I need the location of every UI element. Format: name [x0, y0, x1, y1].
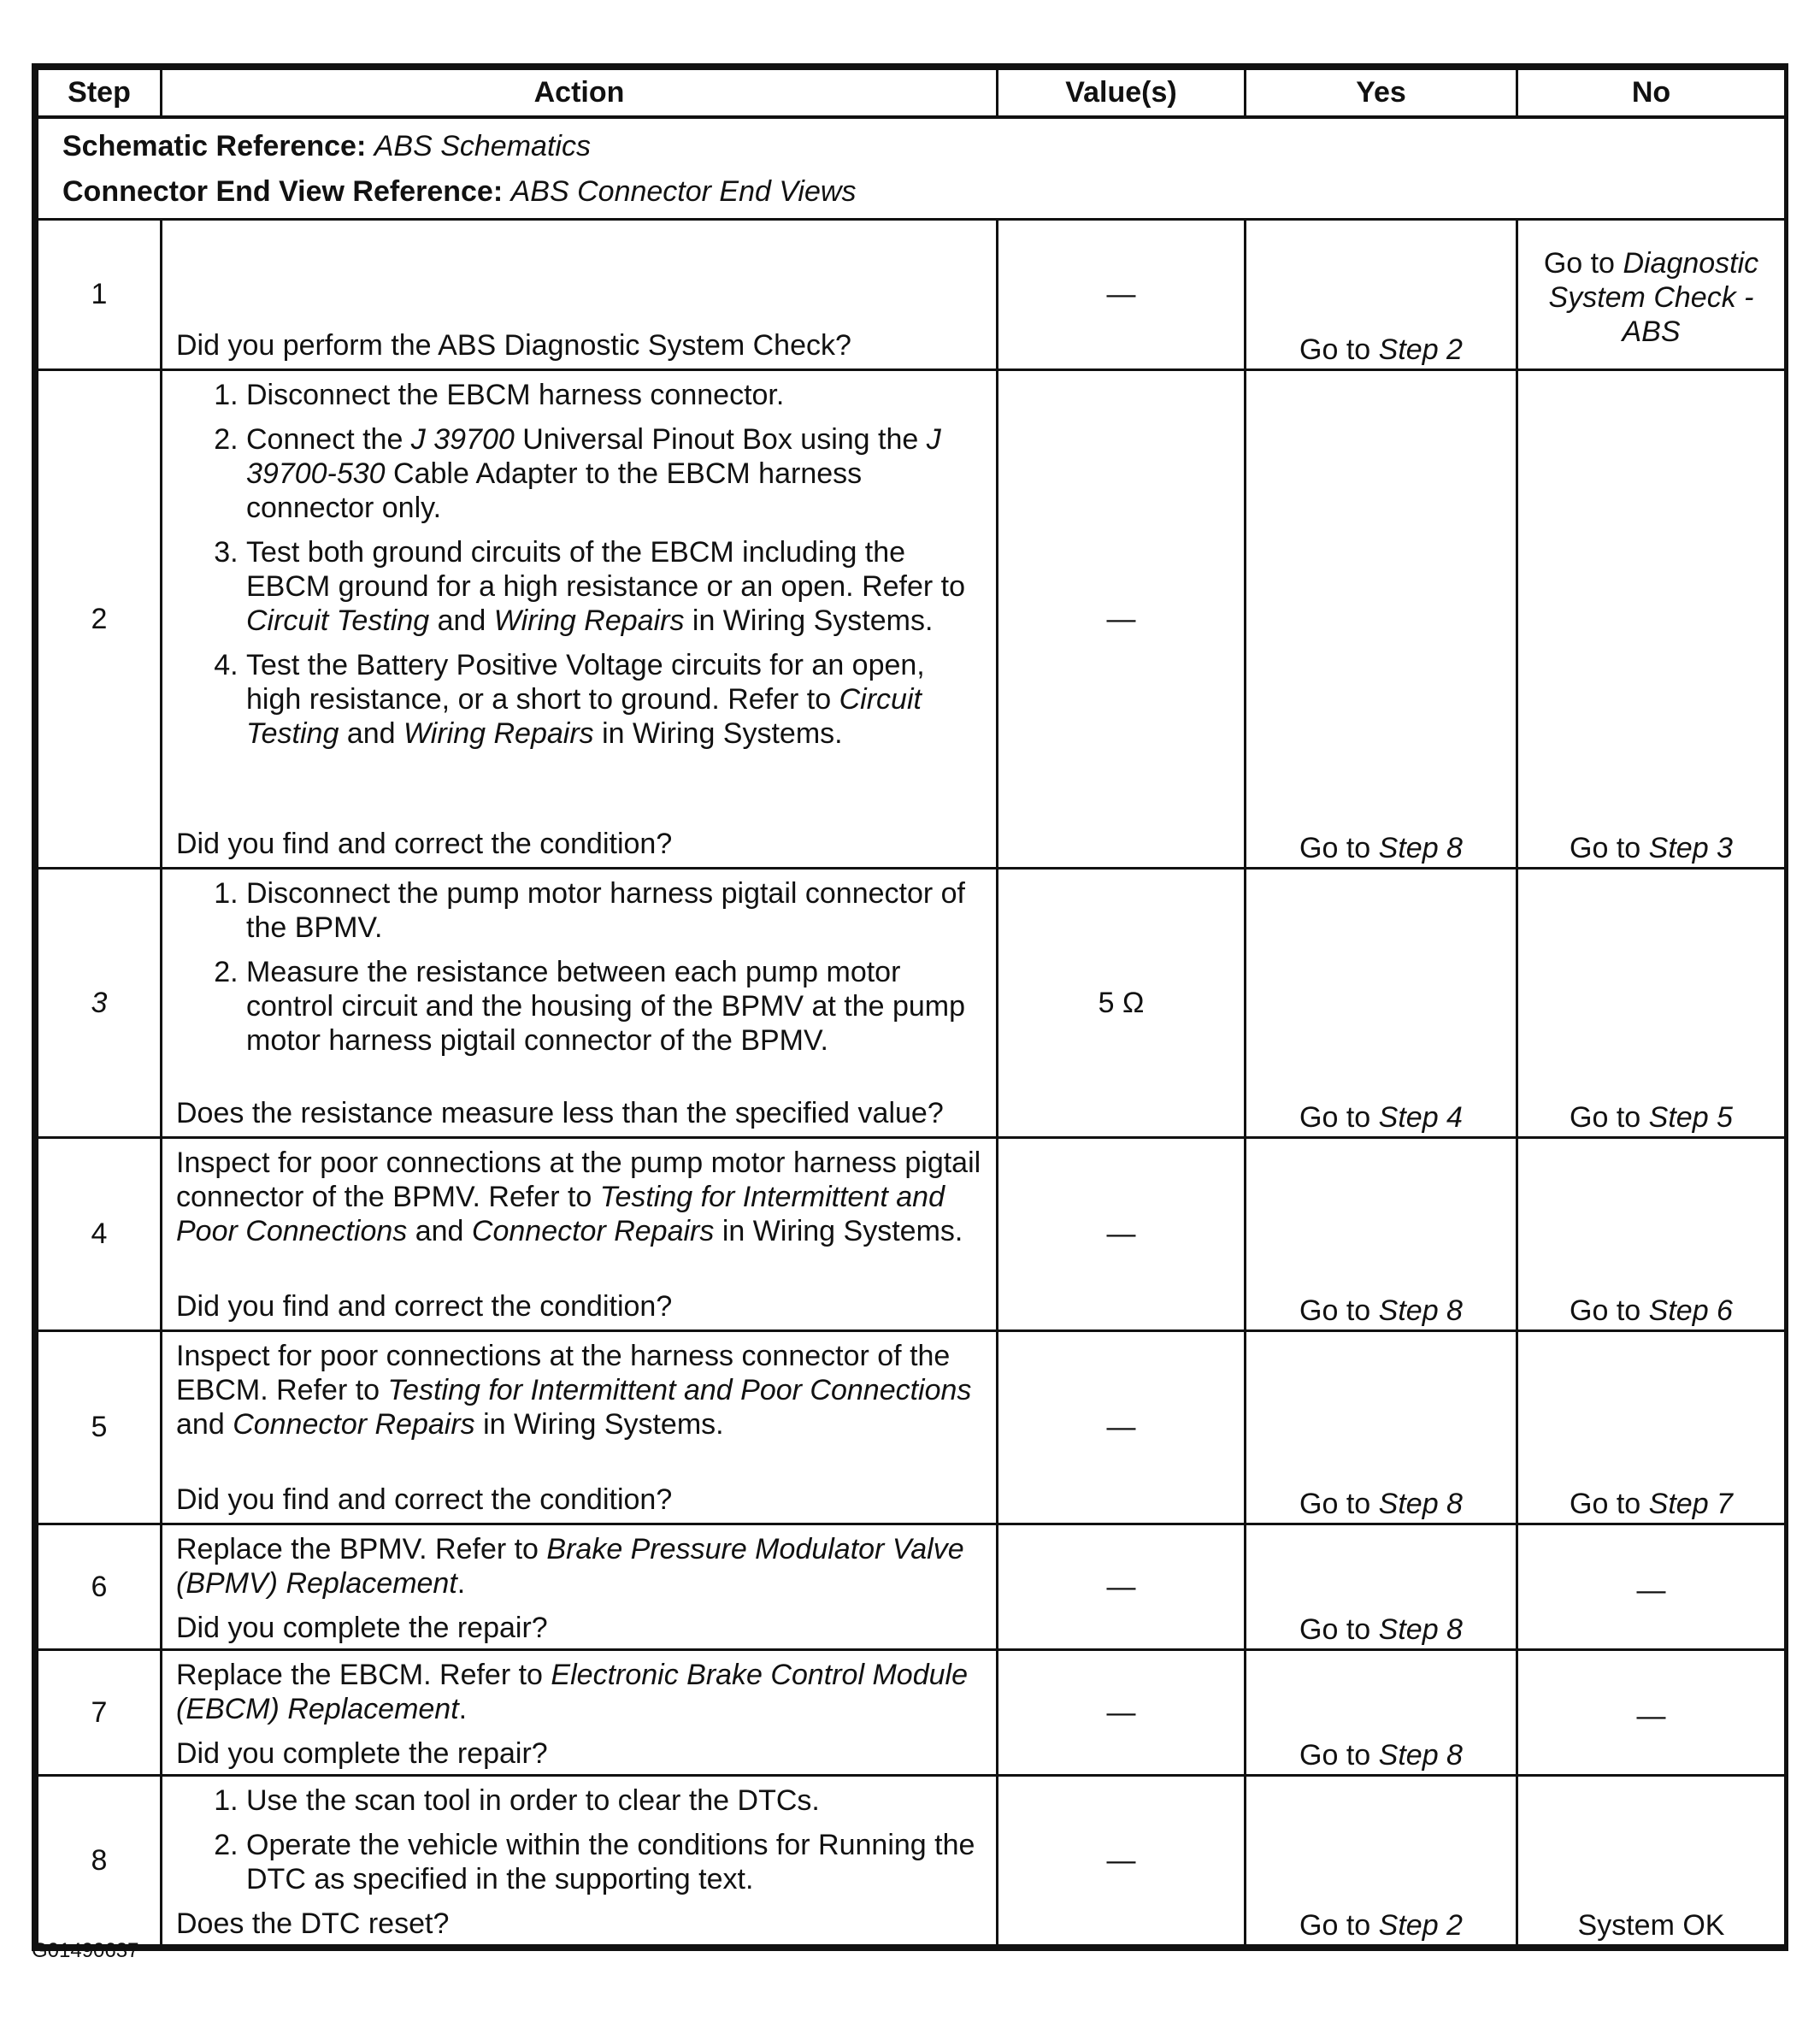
no-cell[interactable] [1517, 219, 1786, 369]
yes-cell[interactable] [1246, 1775, 1517, 1945]
step-row [38, 1330, 1786, 1524]
step-number: 8 [38, 1775, 162, 1945]
action-cell [162, 1137, 998, 1330]
action-instructions [176, 1532, 984, 1611]
text-run: Inspect for poor connections at the pump motor harness pigtail connector of the BPMV. Refer to [176, 1146, 981, 1213]
step-number: 3 [38, 868, 162, 1137]
step-question: Did you perform the ABS Diagnostic System Check? [176, 328, 851, 362]
header-yes: Yes [1246, 69, 1517, 117]
yes-goto-prefix: Go to [1299, 831, 1371, 864]
text-run: in Wiring Systems. [474, 1407, 724, 1441]
action-content [176, 876, 984, 1130]
step-number: 5 [38, 1330, 162, 1524]
value-cell: 5 Ω [998, 868, 1246, 1137]
yes-goto-target[interactable]: Step 8 [1378, 831, 1463, 864]
no-goto-target[interactable]: Step 3 [1648, 831, 1733, 864]
step-question: Does the DTC reset? [176, 1907, 450, 1940]
procedure-item [246, 876, 984, 945]
reference-link[interactable]: Circuit Testing [246, 682, 922, 750]
connector-reference-label: Connector End View Reference: [62, 174, 504, 208]
reference-row [38, 117, 1786, 220]
action-cell [162, 219, 998, 369]
action-instructions [176, 1146, 984, 1259]
action-cell [162, 868, 998, 1137]
reference-link[interactable]: Brake Pressure Modulator Valve (BPMV) Replacement [176, 1532, 964, 1600]
connector-reference [62, 169, 1770, 215]
value-cell: — [998, 1775, 1246, 1945]
procedure-list [176, 1783, 984, 1896]
instruction-paragraph [176, 1146, 984, 1248]
action-instructions [176, 876, 984, 1068]
procedure-item [246, 535, 984, 638]
action-cell [162, 1649, 998, 1775]
yes-cell[interactable] [1246, 369, 1517, 868]
no-cell: — [1517, 1524, 1786, 1649]
text-run: Measure the resistance between each pump motor control circuit and the housing of the BPMV at the pump motor harness pigtail connector of the BPMV. [246, 955, 966, 1057]
header-row [38, 69, 1786, 117]
action-instructions [176, 1339, 984, 1452]
text-run: and [339, 716, 403, 750]
action-content [176, 1658, 984, 1771]
text-run: Cable Adapter to the EBCM harness connector only. [246, 457, 863, 524]
no-cell[interactable] [1517, 1330, 1786, 1524]
procedure-list [176, 378, 984, 751]
instruction-paragraph [176, 1532, 984, 1601]
reference-link[interactable]: Wiring Repairs [403, 716, 594, 750]
action-cell [162, 369, 998, 868]
reference-link[interactable]: J 39700-530 [246, 422, 941, 490]
no-cell[interactable] [1517, 369, 1786, 868]
header-action: Action [162, 69, 998, 117]
value-cell: — [998, 219, 1246, 369]
no-goto-prefix: Go to [1570, 831, 1641, 864]
reference-link[interactable]: J 39700 [410, 422, 515, 456]
yes-goto-prefix: Go to [1299, 1908, 1371, 1942]
reference-link[interactable]: Testing for Intermittent and Poor Connections [176, 1180, 945, 1247]
value-cell: — [998, 1137, 1246, 1330]
no-goto-prefix: Go to [1570, 1487, 1641, 1520]
yes-goto-prefix: Go to [1299, 1100, 1371, 1134]
action-content [176, 1783, 984, 1941]
step-row [38, 1649, 1786, 1775]
procedure-item [246, 1783, 984, 1818]
text-run: and [176, 1407, 233, 1441]
value-cell: — [998, 1330, 1246, 1524]
yes-cell[interactable] [1246, 219, 1517, 369]
no-cell: System OK [1517, 1775, 1786, 1945]
step-row [38, 868, 1786, 1137]
yes-goto-prefix: Go to [1299, 333, 1371, 366]
step-question: Did you complete the repair? [176, 1736, 548, 1770]
header-step: Step [38, 69, 162, 117]
reference-link[interactable]: Circuit Testing [246, 604, 430, 637]
step-number: 6 [38, 1524, 162, 1649]
action-instructions [176, 1783, 984, 1907]
text-run: Inspect for poor connections at the harness connector of the EBCM. Refer to [176, 1339, 951, 1406]
instruction-paragraph [176, 1658, 984, 1726]
yes-goto-target[interactable]: Step 2 [1378, 1908, 1463, 1942]
yes-goto-target[interactable]: Step 8 [1378, 1487, 1463, 1520]
header-values: Value(s) [998, 69, 1246, 117]
schematic-reference-label: Schematic Reference: [62, 129, 367, 162]
no-goto-prefix: Go to [1570, 1100, 1641, 1134]
text-run: Replace the EBCM. Refer to [176, 1658, 551, 1691]
procedure-item [246, 648, 984, 751]
value-cell: — [998, 369, 1246, 868]
step-number: 4 [38, 1137, 162, 1330]
text-run: Use the scan tool in order to clear the DTCs. [246, 1783, 820, 1817]
yes-cell[interactable] [1246, 1649, 1517, 1775]
yes-goto-target[interactable]: Step 8 [1378, 1738, 1463, 1772]
no-goto-target[interactable]: Step 6 [1648, 1294, 1733, 1327]
procedure-list [176, 876, 984, 1058]
yes-goto-target[interactable]: Step 8 [1378, 1612, 1463, 1646]
text-run: Operate the vehicle within the conditions for Running the DTC as specified in the supporting text. [246, 1828, 975, 1895]
yes-cell[interactable] [1246, 1524, 1517, 1649]
reference-link[interactable]: Wiring Repairs [493, 604, 685, 637]
reference-link[interactable]: Testing for Intermittent and Poor Connections [387, 1373, 972, 1406]
action-instructions [176, 378, 984, 761]
text-run: and [429, 604, 494, 637]
action-content [176, 227, 984, 363]
yes-goto-prefix: Go to [1299, 1487, 1371, 1520]
text-run: Universal Pinout Box using the [514, 422, 927, 456]
action-instructions [176, 1658, 984, 1736]
step-row [38, 1775, 1786, 1945]
step-row [38, 369, 1786, 868]
text-run: Disconnect the pump motor harness pigtail connector of the BPMV. [246, 876, 966, 944]
reference-link[interactable]: Connector Repairs [471, 1214, 715, 1247]
text-run: in Wiring Systems. [684, 604, 934, 637]
text-run: . [458, 1692, 468, 1725]
text-run: Connect the [246, 422, 411, 456]
yes-cell[interactable] [1246, 868, 1517, 1137]
text-run: Replace the BPMV. Refer to [176, 1532, 547, 1565]
yes-goto-prefix: Go to [1299, 1738, 1371, 1772]
action-cell [162, 1775, 998, 1945]
step-row [38, 1137, 1786, 1330]
figure-id: G01490637 [32, 1939, 139, 1962]
step-question: Did you find and correct the condition? [176, 1483, 673, 1516]
yes-goto-prefix: Go to [1299, 1612, 1371, 1646]
yes-cell[interactable] [1246, 1330, 1517, 1524]
action-content [176, 378, 984, 861]
yes-goto-prefix: Go to [1299, 1294, 1371, 1327]
action-cell [162, 1330, 998, 1524]
procedure-item [246, 422, 984, 525]
no-goto-target[interactable]: Step 7 [1648, 1487, 1733, 1520]
instruction-paragraph [176, 1339, 984, 1441]
header-no: No [1517, 69, 1786, 117]
step-number: 2 [38, 369, 162, 868]
step-row [38, 219, 1786, 369]
step-question: Did you find and correct the condition? [176, 1289, 673, 1323]
reference-cell [38, 117, 1786, 220]
yes-goto-target[interactable]: Step 4 [1378, 1100, 1463, 1134]
action-content [176, 1339, 984, 1517]
schematic-reference-link[interactable]: ABS Schematics [374, 129, 591, 162]
value-cell: — [998, 1524, 1246, 1649]
step-question: Does the resistance measure less than the specified value? [176, 1096, 944, 1129]
text-run: and [407, 1214, 472, 1247]
connector-reference-link[interactable]: ABS Connector End Views [510, 174, 857, 208]
text-run: . [456, 1566, 466, 1600]
step-row [38, 1524, 1786, 1649]
reference-link[interactable]: Electronic Brake Control Module (EBCM) Replacement [176, 1658, 968, 1725]
text-run: Test the Battery Positive Voltage circuits for an open, high resistance, or a short to ground. Refer to [246, 648, 925, 716]
action-content [176, 1146, 984, 1324]
step-number: 7 [38, 1649, 162, 1775]
procedure-item [246, 955, 984, 1058]
diagnostic-table [32, 63, 1788, 1951]
step-number: 1 [38, 219, 162, 369]
yes-cell[interactable] [1246, 1137, 1517, 1330]
no-goto-prefix: Go to [1543, 247, 1615, 280]
action-content [176, 1532, 984, 1645]
schematic-reference [62, 124, 1770, 169]
no-cell: — [1517, 1649, 1786, 1775]
no-cell[interactable] [1517, 868, 1786, 1137]
text-run: Disconnect the EBCM harness connector. [246, 378, 785, 411]
no-goto-prefix: Go to [1570, 1294, 1641, 1327]
yes-goto-target[interactable]: Step 8 [1378, 1294, 1463, 1327]
procedure-item [246, 378, 984, 412]
no-goto-target[interactable]: Step 5 [1648, 1100, 1733, 1134]
no-goto-target[interactable]: Diagnostic System Check - ABS [1548, 247, 1759, 348]
text-run: in Wiring Systems. [714, 1214, 963, 1247]
value-cell: — [998, 1649, 1246, 1775]
no-cell[interactable] [1517, 1137, 1786, 1330]
yes-goto-target[interactable]: Step 2 [1378, 333, 1463, 366]
step-question: Did you find and correct the condition? [176, 827, 673, 860]
text-run: in Wiring Systems. [593, 716, 843, 750]
reference-link[interactable]: Connector Repairs [233, 1407, 475, 1441]
action-cell [162, 1524, 998, 1649]
procedure-item [246, 1828, 984, 1896]
text-run: Test both ground circuits of the EBCM including the EBCM ground for a high resistance or an open. Refer to [246, 535, 966, 603]
step-question: Did you complete the repair? [176, 1611, 548, 1644]
